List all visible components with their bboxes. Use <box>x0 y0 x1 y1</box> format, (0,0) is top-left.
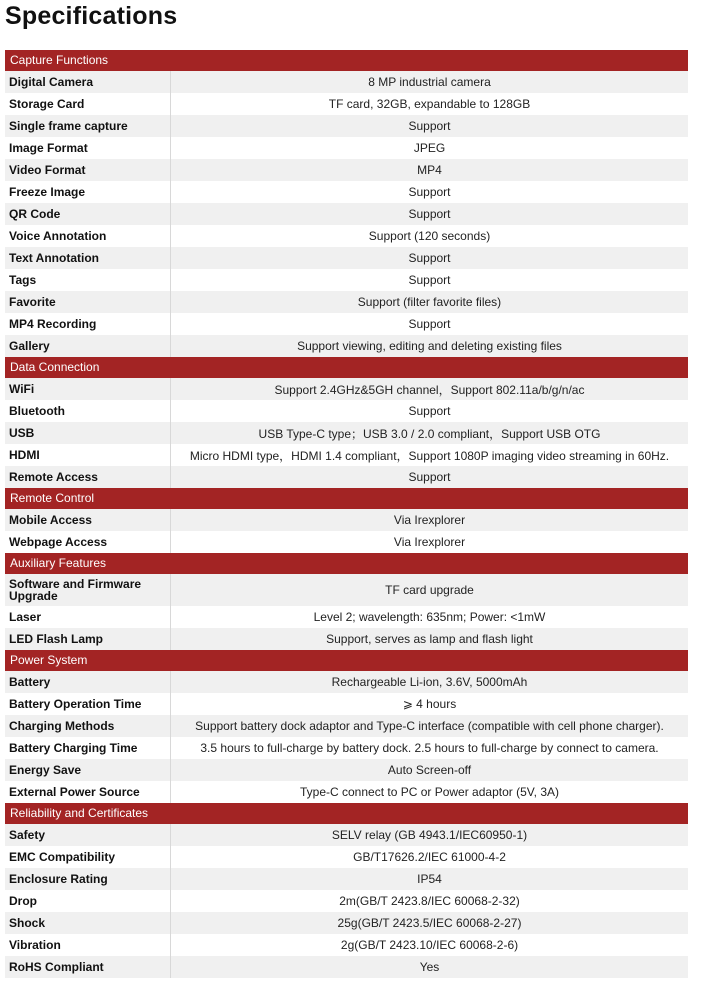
spec-label: RoHS Compliant <box>9 960 104 974</box>
spec-row <box>5 628 688 650</box>
spec-label: Safety <box>9 828 46 842</box>
spec-value: Support viewing, editing and deleting existing files <box>170 335 688 357</box>
spec-label: Shock <box>9 916 46 930</box>
spec-label: Drop <box>9 894 37 908</box>
spec-value: Support 2.4GHz&5GH channel，Support 802.11a/b/g/n/ac <box>170 378 688 400</box>
spec-value: IP54 <box>170 868 688 890</box>
spec-row <box>5 115 688 137</box>
spec-label: Energy Save <box>9 763 82 777</box>
spec-value: GB/T17626.2/IEC 61000-4-2 <box>170 846 688 868</box>
spec-row <box>5 313 688 335</box>
spec-label: External Power Source <box>9 785 140 799</box>
spec-row <box>5 422 688 444</box>
section-header: Capture Functions <box>5 50 688 71</box>
spec-row <box>5 824 688 846</box>
spec-value: Rechargeable Li-ion, 3.6V, 5000mAh <box>170 671 688 693</box>
spec-label: USB <box>9 426 35 440</box>
spec-label: Freeze Image <box>9 185 86 199</box>
spec-row <box>5 781 688 803</box>
spec-label: Voice Annotation <box>9 229 107 243</box>
spec-label: LED Flash Lamp <box>9 632 104 646</box>
spec-row <box>5 509 688 531</box>
section-header: Remote Control <box>5 488 688 509</box>
spec-row <box>5 137 688 159</box>
spec-label: Video Format <box>9 163 86 177</box>
spec-label: Battery Charging Time <box>9 741 138 755</box>
spec-value: 3.5 hours to full-charge by battery dock. 2.5 hours to full-charge by connect to camera. <box>170 737 688 759</box>
spec-label: Battery Operation Time <box>9 697 142 711</box>
spec-row <box>5 444 688 466</box>
spec-row <box>5 93 688 115</box>
spec-row <box>5 574 688 606</box>
spec-value: MP4 <box>170 159 688 181</box>
spec-label: Battery <box>9 675 51 689</box>
spec-label: Enclosure Rating <box>9 872 108 886</box>
spec-row <box>5 956 688 978</box>
spec-row <box>5 693 688 715</box>
section-header: Data Connection <box>5 357 688 378</box>
spec-label: Text Annotation <box>9 251 99 265</box>
spec-value: 2g(GB/T 2423.10/IEC 60068-2-6) <box>170 934 688 956</box>
spec-row <box>5 203 688 225</box>
spec-value: Micro HDMI type，HDMI 1.4 compliant，Support 1080P imaging video streaming in 60Hz. <box>170 444 688 466</box>
spec-label: HDMI <box>9 448 40 462</box>
spec-label: Digital Camera <box>9 75 94 89</box>
spec-row <box>5 335 688 357</box>
spec-value: Support <box>170 247 688 269</box>
spec-value: Support (120 seconds) <box>170 225 688 247</box>
spec-value: Support (filter favorite files) <box>170 291 688 313</box>
spec-row <box>5 71 688 93</box>
spec-value: Support battery dock adaptor and Type-C interface (compatible with cell phone charger). <box>170 715 688 737</box>
spec-label: Favorite <box>9 295 56 309</box>
spec-row <box>5 291 688 313</box>
spec-value: Level 2; wavelength: 635nm; Power: <1mW <box>170 606 688 628</box>
section-header: Reliability and Certificates <box>5 803 688 824</box>
spec-label: Charging Methods <box>9 719 115 733</box>
spec-value: 25g(GB/T 2423.5/IEC 60068-2-27) <box>170 912 688 934</box>
spec-value: USB Type-C type；USB 3.0 / 2.0 compliant，Support USB OTG <box>170 422 688 444</box>
spec-value: Via Irexplorer <box>170 509 688 531</box>
spec-value: Support <box>170 269 688 291</box>
spec-row <box>5 466 688 488</box>
spec-value: Type-C connect to PC or Power adaptor (5V, 3A) <box>170 781 688 803</box>
spec-label: Remote Access <box>9 470 98 484</box>
spec-label: Software and Firmware Upgrade <box>9 577 142 603</box>
spec-label: Single frame capture <box>9 119 128 133</box>
spec-label: Gallery <box>9 339 50 353</box>
spec-row <box>5 225 688 247</box>
spec-value: Support <box>170 115 688 137</box>
spec-row <box>5 890 688 912</box>
spec-row <box>5 846 688 868</box>
spec-value: JPEG <box>170 137 688 159</box>
spec-value: Support <box>170 181 688 203</box>
spec-label: Webpage Access <box>9 535 108 549</box>
spec-value: Via Irexplorer <box>170 531 688 553</box>
spec-value: TF card, 32GB, expandable to 128GB <box>170 93 688 115</box>
spec-label: Bluetooth <box>9 404 65 418</box>
spec-row <box>5 671 688 693</box>
spec-label: Storage Card <box>9 97 85 111</box>
page-title: Specifications <box>5 2 178 30</box>
spec-row <box>5 247 688 269</box>
spec-row <box>5 737 688 759</box>
section-header: Auxiliary Features <box>5 553 688 574</box>
spec-row <box>5 159 688 181</box>
section-header: Power System <box>5 650 688 671</box>
spec-row <box>5 606 688 628</box>
spec-value: Support <box>170 400 688 422</box>
spec-label: Tags <box>9 273 37 287</box>
spec-value: SELV relay (GB 4943.1/IEC60950-1) <box>170 824 688 846</box>
specifications-table <box>5 50 688 978</box>
spec-label: Image Format <box>9 141 88 155</box>
spec-row <box>5 269 688 291</box>
spec-label: Vibration <box>9 938 61 952</box>
spec-label: MP4 Recording <box>9 317 97 331</box>
spec-row <box>5 759 688 781</box>
spec-value: Support <box>170 203 688 225</box>
spec-row <box>5 400 688 422</box>
spec-value: ⩾ 4 hours <box>170 693 688 715</box>
spec-label: Mobile Access <box>9 513 92 527</box>
spec-row <box>5 934 688 956</box>
spec-value: 8 MP industrial camera <box>170 71 688 93</box>
spec-value: Support <box>170 313 688 335</box>
spec-row <box>5 378 688 400</box>
spec-row <box>5 531 688 553</box>
spec-value: Support, serves as lamp and flash light <box>170 628 688 650</box>
spec-row <box>5 868 688 890</box>
spec-label: WiFi <box>9 382 35 396</box>
spec-value: Support <box>170 466 688 488</box>
spec-row <box>5 715 688 737</box>
spec-value: 2m(GB/T 2423.8/IEC 60068-2-32) <box>170 890 688 912</box>
spec-row <box>5 181 688 203</box>
spec-value: Yes <box>170 956 688 978</box>
spec-row <box>5 912 688 934</box>
spec-label: QR Code <box>9 207 61 221</box>
spec-label: EMC Compatibility <box>9 850 116 864</box>
spec-value: TF card upgrade <box>170 574 688 606</box>
spec-value: Auto Screen-off <box>170 759 688 781</box>
spec-label: Laser <box>9 610 42 624</box>
